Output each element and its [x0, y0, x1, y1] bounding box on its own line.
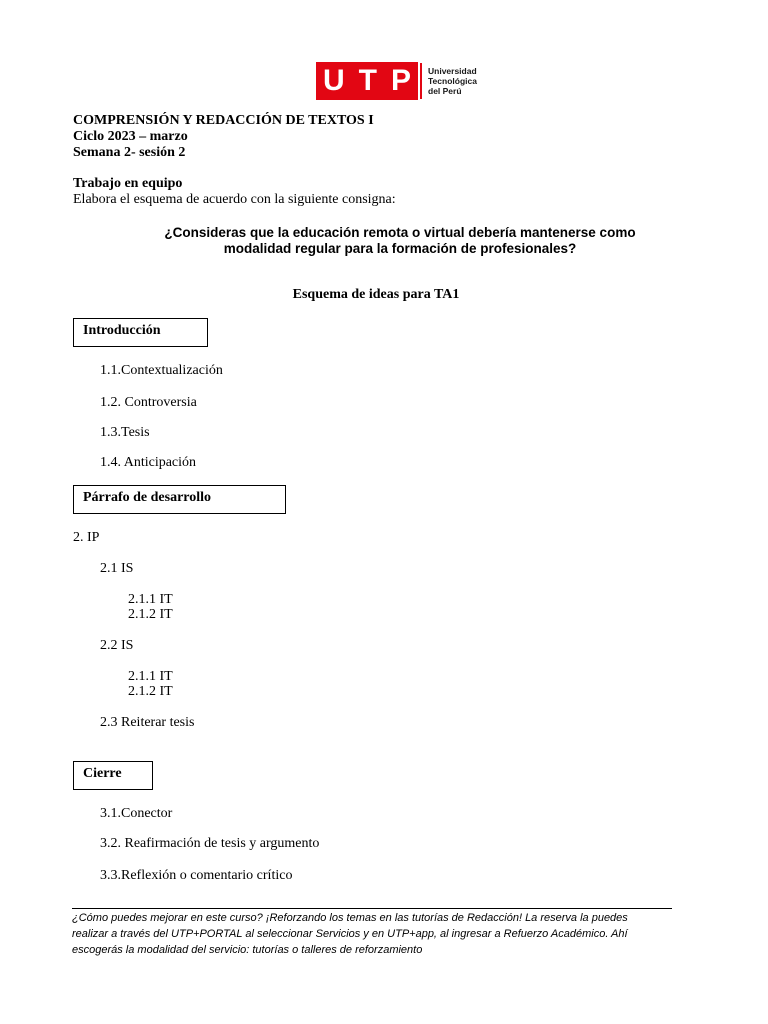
development-is: 2.1 IS: [100, 561, 134, 576]
development-ip: 2. IP: [73, 530, 100, 545]
intro-item: 1.1.Contextualización: [100, 363, 223, 378]
schema-title: Esquema de ideas para TA1: [292, 287, 460, 302]
logo-text-line: del Perú: [428, 86, 462, 96]
footer-note: [72, 910, 672, 958]
development-it: 2.1.2 IT: [128, 607, 173, 622]
development-it: 2.1.1 IT: [128, 669, 173, 684]
footer-line: ¿Cómo puedes mejorar en este curso? ¡Reforzando los temas en las tutorías de Redacción! La reserva la puedes: [72, 912, 628, 924]
utp-logo: [316, 61, 477, 101]
section-box-closing: Cierre: [73, 761, 153, 790]
development-reiterate: 2.3 Reiterar tesis: [100, 715, 195, 730]
intro-item: 1.3.Tesis: [100, 425, 150, 440]
footer-line: escogerás la modalidad del servicio: tutorías o talleres de reforzamiento: [72, 944, 423, 956]
prompt-line: modalidad regular para la formación de profesionales?: [223, 241, 577, 256]
intro-item: 1.4. Anticipación: [100, 455, 197, 470]
intro-item: 1.2. Controversia: [100, 395, 197, 410]
logo-letter-u: U: [322, 64, 345, 97]
section-box-development: Párrafo de desarrollo: [73, 485, 286, 514]
development-it: 2.1.1 IT: [128, 592, 173, 607]
logo-divider: [420, 63, 422, 99]
logo-letter-t: T: [358, 64, 377, 97]
development-is: 2.2 IS: [100, 638, 134, 653]
footer-divider: [72, 908, 672, 909]
closing-item: 3.1.Conector: [100, 806, 173, 821]
logo-text-line: Universidad: [428, 66, 477, 76]
task-instruction: Elabora el esquema de acuerdo con la siguiente consigna:: [73, 192, 396, 207]
prompt-question: [120, 225, 680, 257]
logo-letter-p: P: [390, 64, 411, 97]
logo-text-line: Tecnológica: [428, 76, 477, 86]
course-title: COMPRENSIÓN Y REDACCIÓN DE TEXTOS I: [73, 113, 374, 128]
logo-wordmark: [428, 66, 477, 96]
course-week: Semana 2- sesión 2: [73, 145, 186, 160]
prompt-line: ¿Consideras que la educación remota o virtual debería mantenerse como: [164, 225, 636, 240]
section-box-introduction: Introducción: [73, 318, 208, 347]
task-title: Trabajo en equipo: [73, 176, 183, 191]
closing-item: 3.3.Reflexión o comentario crítico: [100, 868, 293, 883]
course-cycle: Ciclo 2023 – marzo: [73, 129, 188, 144]
footer-line: realizar a través del UTP+PORTAL al seleccionar Servicios y en UTP+app, al ingresar a Refuerzo Académico. Ahí: [72, 928, 628, 940]
utp-logo-mark: [316, 62, 418, 100]
closing-item: 3.2. Reafirmación de tesis y argumento: [100, 836, 320, 851]
development-it: 2.1.2 IT: [128, 684, 173, 699]
